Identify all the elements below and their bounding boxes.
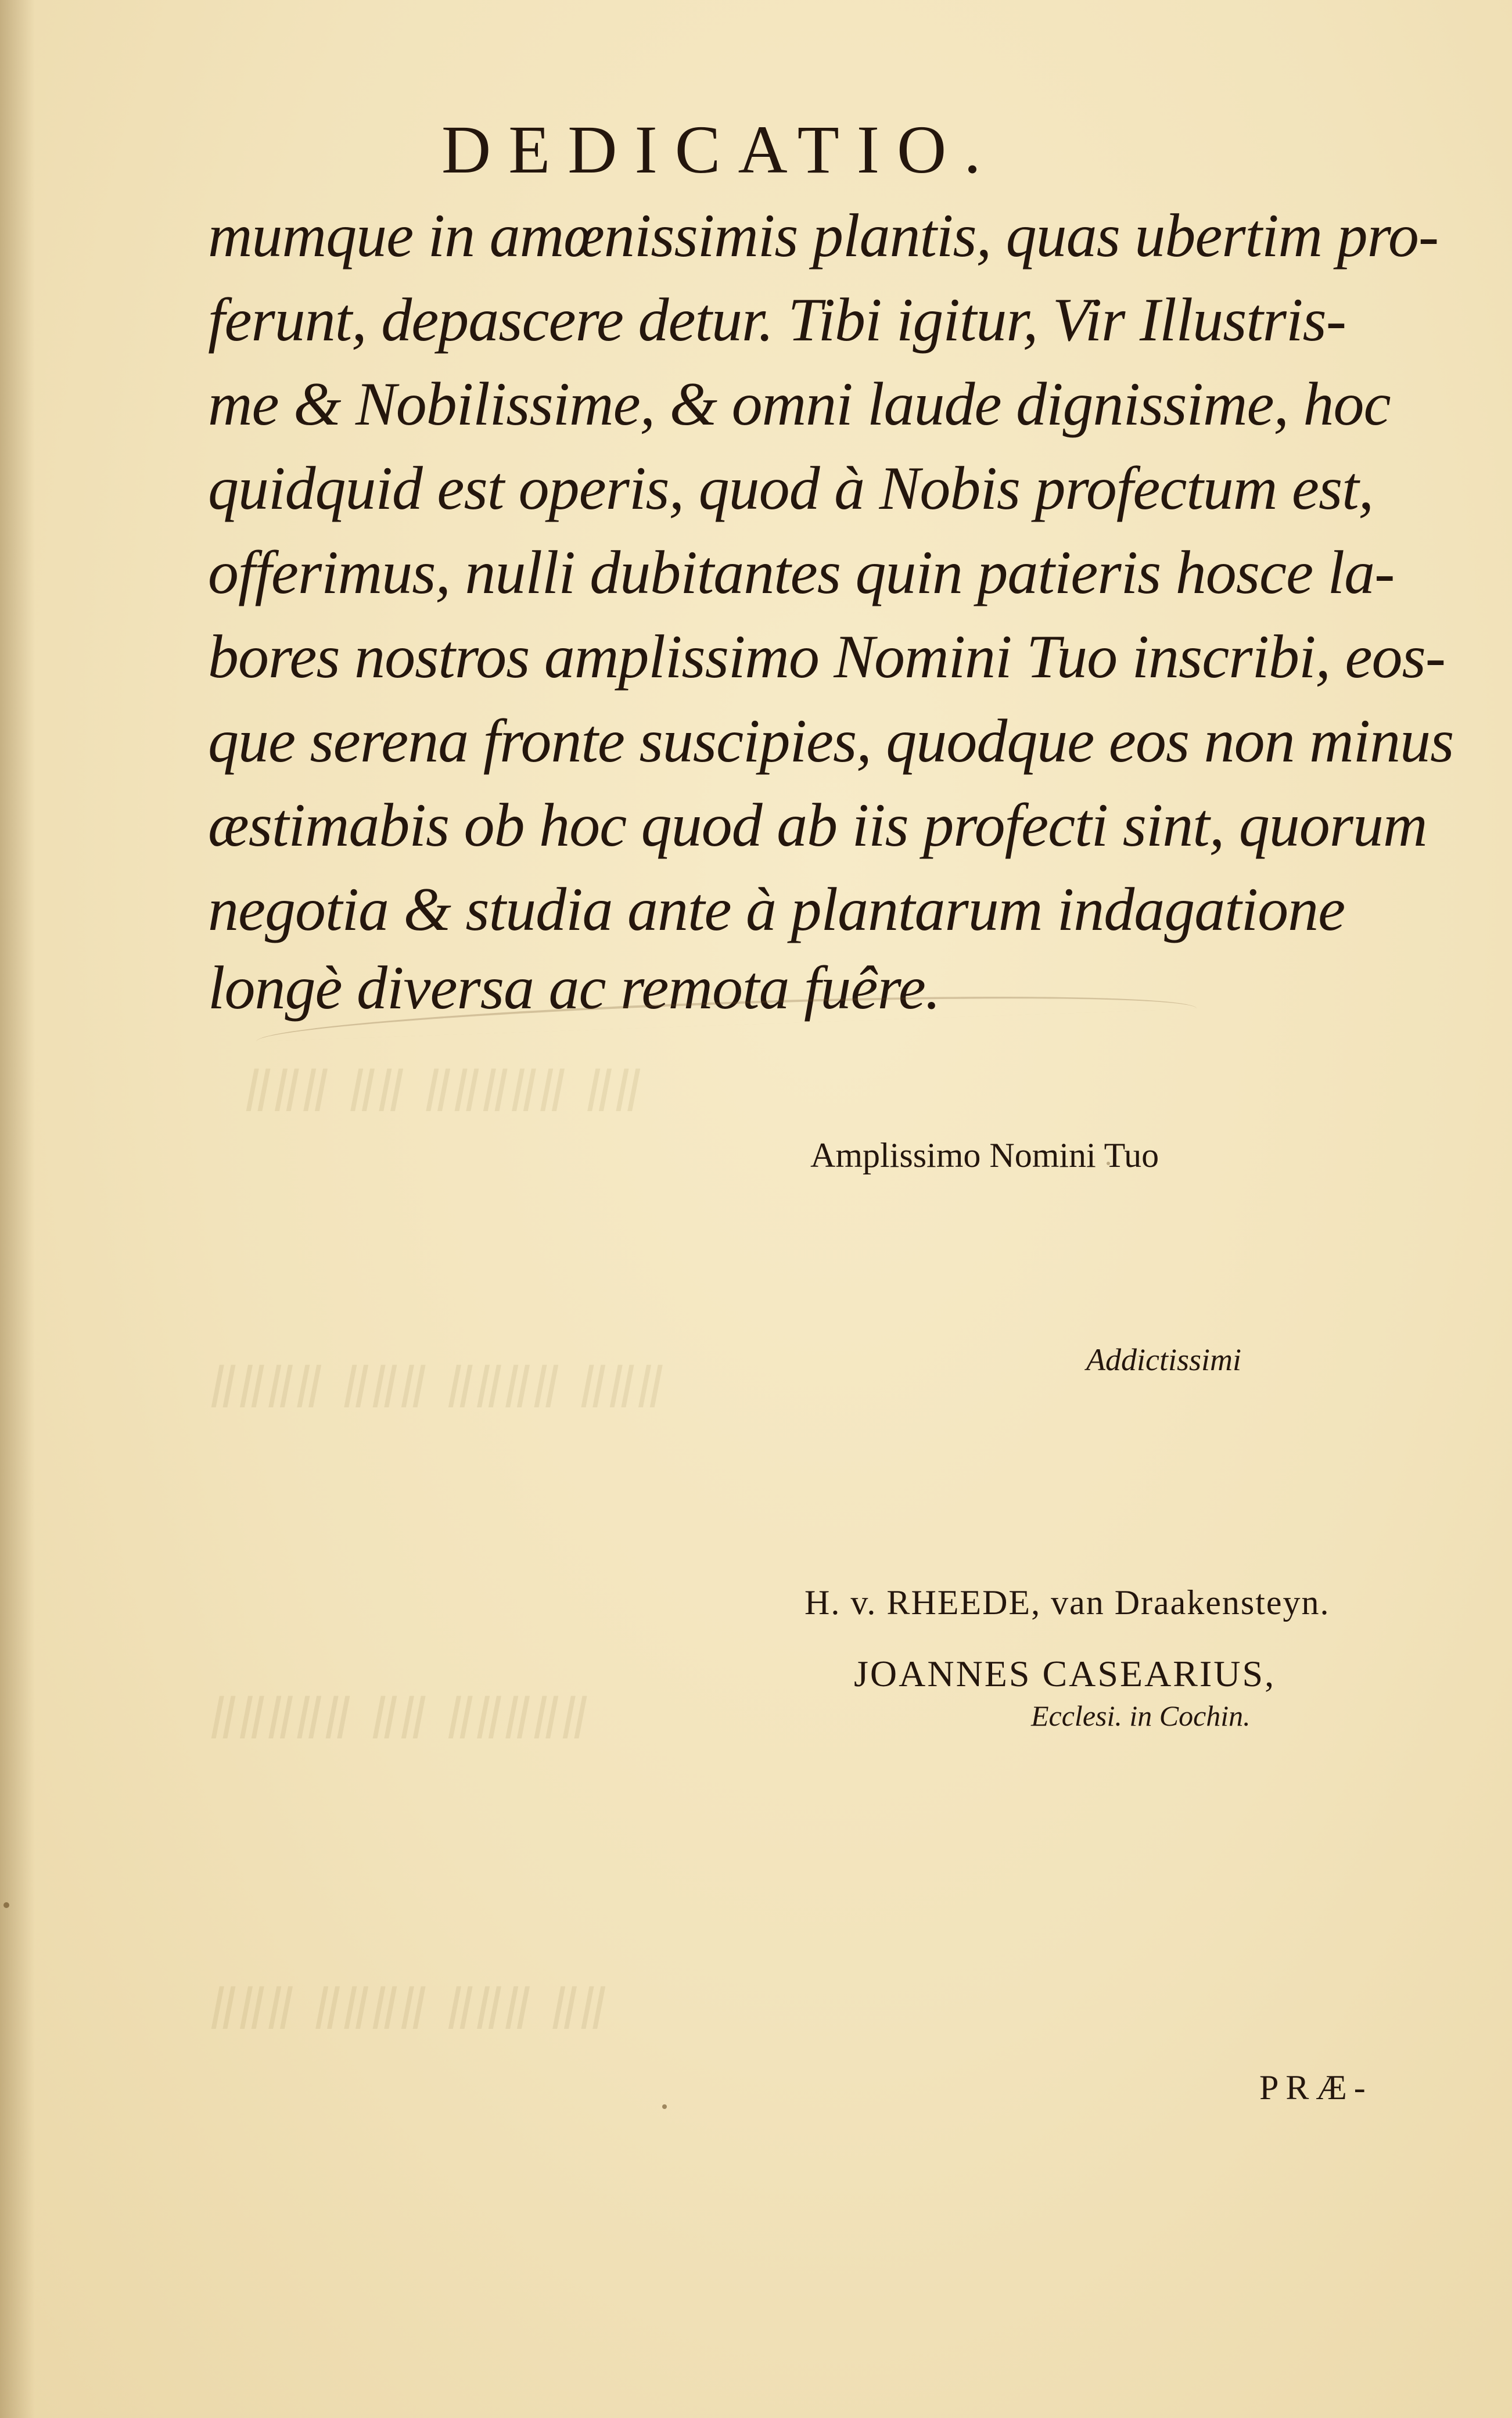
body-line: negotia & studia ante à plantarum indagatione xyxy=(208,875,1345,943)
body-line: offerimus, nulli dubitantes quin patieris hosce la- xyxy=(208,538,1395,606)
bleed-through-text: ǁǁǁ ǁǁǁǁ ǁǁǁ ǁǁ xyxy=(209,1975,608,2043)
ink-speck xyxy=(1107,1162,1110,1165)
bleed-through-text: ǁǁǁǁǁ ǁǁ ǁǁǁǁǁ xyxy=(209,1684,590,1752)
signatory-casearius-title: Ecclesi. in Cochin. xyxy=(1031,1700,1251,1732)
body-line: bores nostros amplissimo Nomini Tuo inscribi, eos- xyxy=(208,623,1446,691)
body-line: me & Nobilissime, & omni laude dignissime, hoc xyxy=(208,370,1391,438)
body-line: ferunt, depascere detur. Tibi igitur, Vir Illustris- xyxy=(208,286,1346,354)
body-line: mumque in amœnissimis plantis, quas ubertim pro- xyxy=(208,202,1439,270)
body-line: quidquid est operis, quod à Nobis profectum est, xyxy=(208,454,1374,522)
page-heading: DEDICATIO. xyxy=(441,112,999,188)
body-line: longè diversa ac remota fuêre. xyxy=(208,954,940,1022)
bleed-through-text: ǁǁǁǁ ǁǁǁ ǁǁǁǁ ǁǁǁ xyxy=(209,1353,665,1421)
bleed-through-text: ǁǁǁ ǁǁ ǁǁǁǁǁ ǁǁ xyxy=(244,1057,642,1125)
addictissimi-line: Addictissimi xyxy=(1086,1342,1241,1377)
body-line: que serena fronte suscipies, quodque eos non minus xyxy=(208,707,1454,775)
closing-line: Amplissimo Nomini Tuo xyxy=(810,1136,1159,1174)
ink-speck xyxy=(662,2104,667,2109)
ink-speck xyxy=(3,1902,9,1908)
signatory-rheede: H. v. RHEEDE, van Draakensteyn. xyxy=(805,1583,1330,1622)
signatory-casearius: JOANNES CASEARIUS, xyxy=(854,1653,1276,1694)
body-line: æstimabis ob hoc quod ab iis profecti sint, quorum xyxy=(208,791,1427,859)
catchword: PRÆ- xyxy=(1259,2068,1373,2107)
